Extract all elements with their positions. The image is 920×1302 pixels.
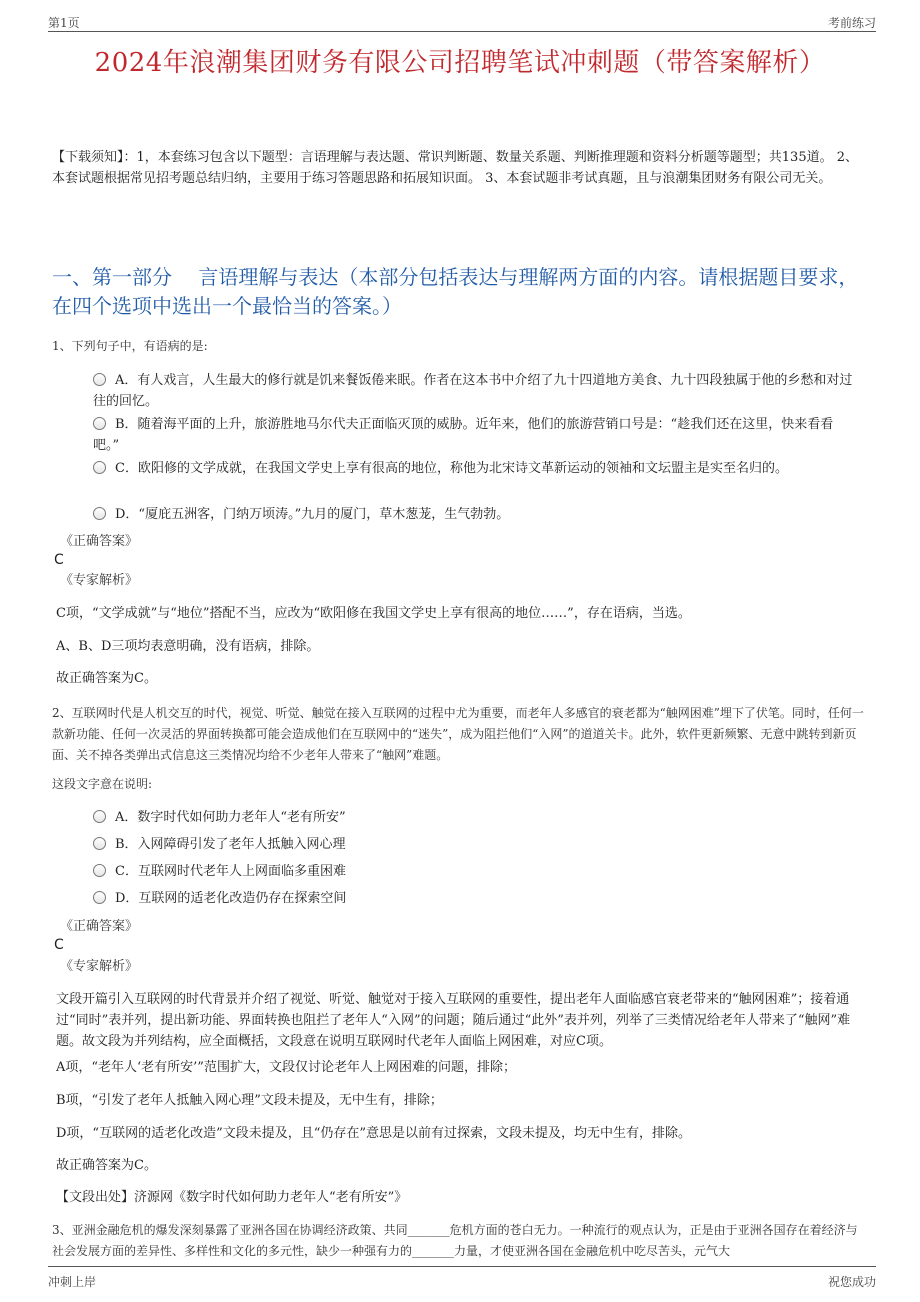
document-title: 2024年浪潮集团财务有限公司招聘笔试冲刺题（带答案解析） — [94, 48, 826, 78]
answer-label: 《正确答案》 — [60, 534, 139, 549]
download-notice: 【下载须知】：1，本套练习包含以下题型：言语理解与表达题、常识判断题、数量关系题、判断推理题和资料分析题等题型；共135道。 2、本套试题根据常见招考题总结归纳，主要用于练习答题思路和拓展知识面。 3、本套试题非考试真题，且与浪潮集团财务有限公司无关。 — [52, 150, 858, 186]
analysis-paragraph: 故正确答案为C。 — [56, 1158, 157, 1173]
answer-label: 《正确答案》 — [60, 919, 139, 934]
section-title: 一、第一部分 言语理解与表达（本部分包括表达与理解两方面的内容。请根据题目要求，在四个选项中选出一个最恰当的答案。） — [52, 265, 859, 318]
analysis-paragraph: C项，“文学成就”与“地位”搭配不当，应改为“欧阳修在我国文学史上享有很高的地位……”，存在语病，当选。 — [56, 606, 691, 621]
question-2-stem: 2、互联网时代是人机交互的时代，视觉、听觉、触觉在接入互联网的过程中尤为重要，而老年人多感官的衰老都为“触网困难”埋下了伏笔。同时，任何一款新功能、任何一次灵活的界面转换都可能会造成他们在互联网中的“迷失”，成为阻拦他们“入网”的道道关卡。此外，软件更新频繁、无意中跳转到新页面、关不掉各类弹出式信息这三类情况均给不少老年人带来了“触网”难题。 — [52, 706, 864, 762]
question-2-option-d[interactable]: D．互联网的适老化改造仍存在探索空间 — [93, 888, 853, 909]
radio-icon[interactable] — [93, 417, 106, 430]
analysis-paragraph: D项，“互联网的适老化改造”文段未提及，且“仍存在”意思是以前有过探索，文段未提及，均无中生有，排除。 — [56, 1126, 692, 1141]
header-tag: 考前练习 — [827, 16, 876, 30]
correct-answer: C — [54, 552, 64, 568]
question-2-prompt: 这段文字意在说明: — [52, 777, 153, 791]
analysis-paragraph: B项，“引发了老年人抵触入网心理”文段未提及，无中生有，排除； — [56, 1093, 443, 1108]
question-1-option-c[interactable]: C．欧阳修的文学成就，在我国文学史上享有很高的地位，称他为北宋诗文革新运动的领袖和文坛盟主是实至名归的。 — [93, 458, 853, 479]
footer-left: 冲刺上岸 — [48, 1275, 97, 1289]
radio-icon[interactable] — [93, 891, 106, 904]
analysis-paragraph: 文段开篇引入互联网的时代背景并介绍了视觉、听觉、触觉对于接入互联网的重要性，提出老年人面临感官衰老带来的“触网困难”；接着通过“同时”表并列，提出新功能、界面转换也阻拦了老年人“入网”的问题；随后通过“此外”表并列，列举了三类情况给老年人带来了“触网”难题。故文段为并列结构，应全面概括，文段意在说明互联网时代老年人面临上网困难，对应C项。 — [56, 992, 851, 1049]
radio-icon[interactable] — [93, 864, 106, 877]
question-1-option-d[interactable]: D．“厦庇五洲客，门纳万顷涛。”九月的厦门，草木葱茏，生气勃勃。 — [93, 504, 853, 525]
page-header — [48, 14, 876, 32]
radio-icon[interactable] — [93, 507, 106, 520]
analysis-label: 《专家解析》 — [60, 573, 139, 588]
source-citation: 【文段出处】济源网《数字时代如何助力老年人“老有所安”》 — [56, 1190, 408, 1205]
radio-icon[interactable] — [93, 837, 106, 850]
page-footer — [48, 1266, 876, 1289]
radio-icon[interactable] — [93, 373, 106, 386]
question-2-option-b[interactable]: B．入网障碍引发了老年人抵触入网心理 — [93, 834, 853, 855]
footer-right: 祝您成功 — [827, 1275, 876, 1289]
analysis-label: 《专家解析》 — [60, 959, 139, 974]
analysis-paragraph: A、B、D三项均表意明确，没有语病，排除。 — [56, 639, 320, 654]
question-1-stem: 1、下列句子中，有语病的是: — [52, 339, 208, 353]
question-1-option-b[interactable]: B．随着海平面的上升，旅游胜地马尔代夫正面临灭顶的威胁。近年来，他们的旅游营销口号是：“趁我们还在这里，快来看看吧。” — [93, 417, 834, 453]
page-number: 第1页 — [48, 16, 80, 30]
question-3-stem: 3、亚洲金融危机的爆发深刻暴露了亚洲各国在协调经济政策、共同_______危机方面的苍白无力。一种流行的观点认为，正是由于亚洲各国存在着经济与社会发展方面的差异性、多样性和文化的多元性，缺少一种强有力的_______力量，才使亚洲各国在金融危机中吃尽苦头，元气大 — [52, 1223, 858, 1258]
question-2-option-c[interactable]: C．互联网时代老年人上网面临多重困难 — [93, 861, 853, 882]
analysis-paragraph: A项，“老年人‘老有所安’”范围扩大，文段仅讨论老年人上网困难的问题，排除； — [56, 1060, 516, 1075]
question-1-option-a[interactable]: A．有人戏言，人生最大的修行就是饥来餐饭倦来眠。作者在这本书中介绍了九十四道地方美食、九十四段独属于他的乡愁和对过往的回忆。 — [93, 373, 853, 409]
analysis-paragraph: 故正确答案为C。 — [56, 671, 157, 686]
correct-answer: C — [54, 937, 64, 953]
question-2-option-a[interactable]: A．数字时代如何助力老年人“老有所安” — [93, 807, 853, 828]
radio-icon[interactable] — [93, 810, 106, 823]
radio-icon[interactable] — [93, 461, 106, 474]
